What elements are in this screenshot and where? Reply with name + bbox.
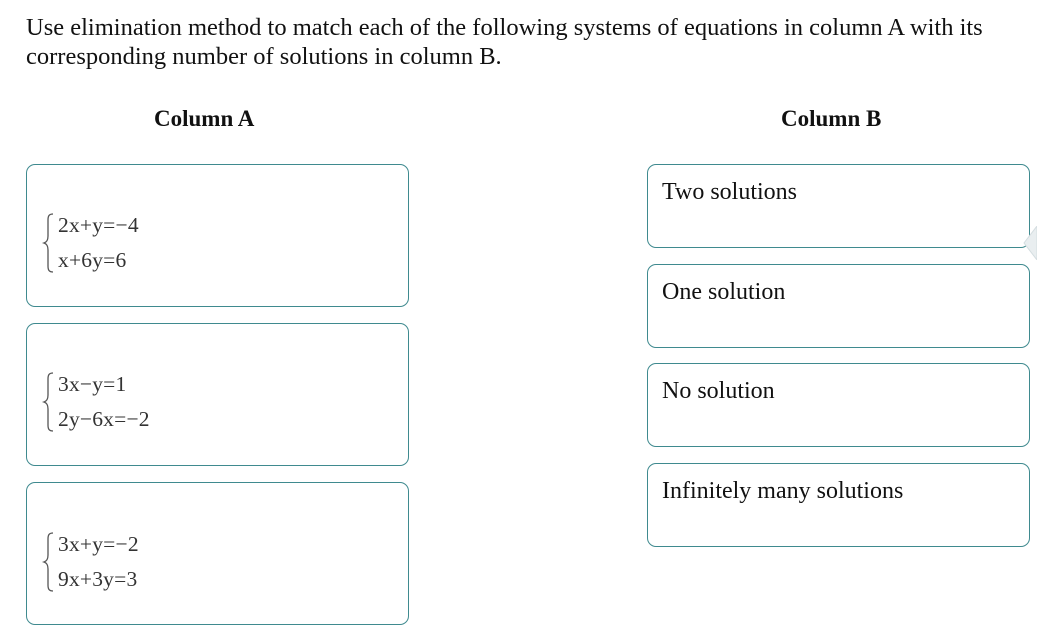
left-brace-icon [41, 211, 57, 275]
equation-system [41, 370, 241, 434]
left-brace-icon [41, 370, 57, 434]
equation-1: 3x+y=−2 [58, 532, 139, 556]
option-label: No solution [662, 378, 775, 404]
equation-1: 2x+y=−4 [58, 213, 139, 237]
column-a-heading: Column A [154, 106, 255, 131]
equation-2: 9x+3y=3 [58, 567, 138, 591]
option-label: Two solutions [662, 179, 797, 205]
column-a-item-1[interactable] [26, 164, 409, 307]
column-b-option-1[interactable] [647, 164, 1030, 248]
column-a-item-3[interactable] [26, 482, 409, 625]
equation-2: 2y−6x=−2 [58, 407, 150, 431]
equation-1: 3x−y=1 [58, 372, 127, 396]
instructions-text: Use elimination method to match each of the following systems of equations in column A with its corresponding number of solutions in column B. [26, 14, 983, 70]
equation-system [41, 211, 241, 275]
column-b-option-2[interactable] [647, 264, 1030, 348]
option-label: One solution [662, 279, 786, 305]
equation-system [41, 530, 241, 594]
column-b-heading: Column B [781, 106, 882, 131]
option-label: Infinitely many solutions [662, 478, 904, 504]
equation-2: x+6y=6 [58, 248, 127, 272]
left-brace-icon [41, 530, 57, 594]
column-b-option-4[interactable] [647, 463, 1030, 547]
column-b-option-3[interactable] [647, 363, 1030, 447]
collapse-arrow-icon[interactable] [1022, 226, 1037, 260]
column-a-item-2[interactable] [26, 323, 409, 466]
